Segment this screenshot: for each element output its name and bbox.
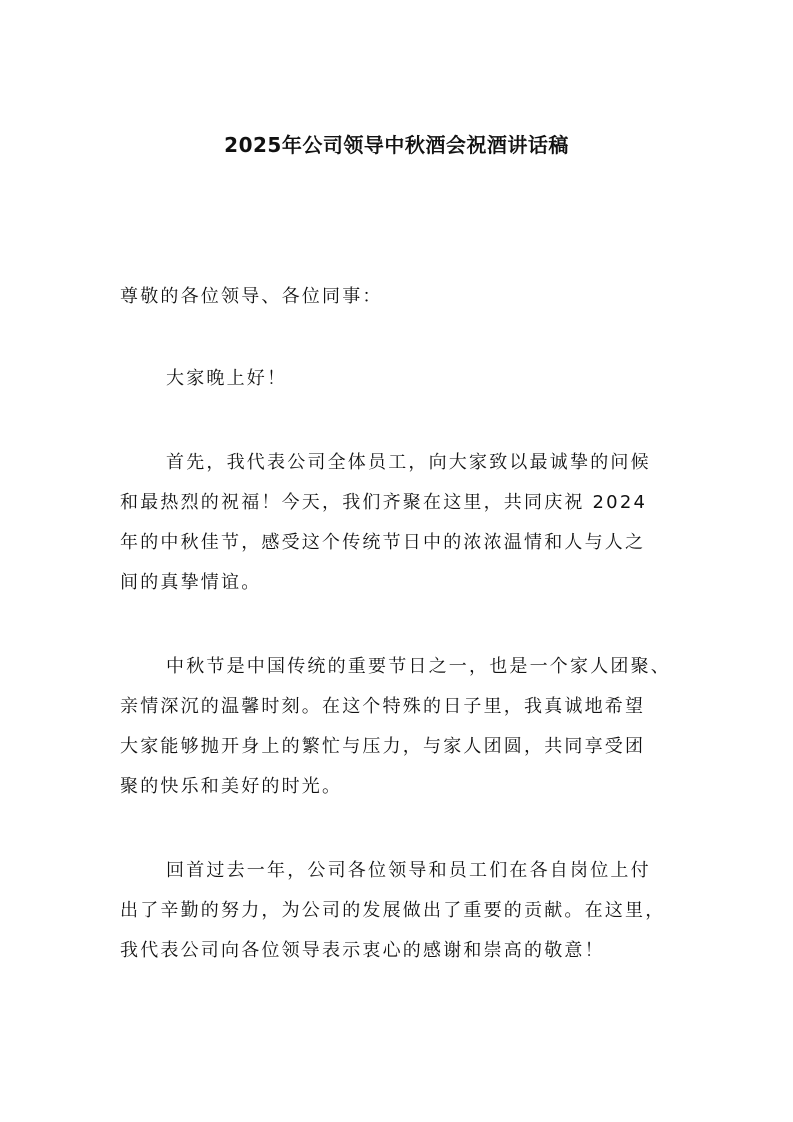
paragraph-line: 大家能够抛开身上的繁忙与压力，与家人团圆，共同享受团	[120, 736, 646, 757]
greeting: 大家晚上好！	[166, 368, 288, 389]
paragraph-line: 年的中秋佳节，感受这个传统节日中的浓浓温情和人与人之	[120, 532, 646, 553]
paragraph-line: 亲情深沉的温馨时刻。在这个特殊的日子里，我真诚地希望	[120, 696, 646, 717]
paragraph-line: 我代表公司向各位领导表示衷心的感谢和崇高的敬意！	[120, 940, 605, 961]
paragraph-line: 出了辛勤的努力，为公司的发展做出了重要的贡献。在这里，	[120, 900, 666, 921]
paragraph-line: 中秋节是中国传统的重要节日之一，也是一个家人团聚、	[166, 656, 671, 677]
document-title: 2025年公司领导中秋酒会祝酒讲话稿	[224, 133, 569, 157]
paragraph-line: 聚的快乐和美好的时光。	[120, 776, 343, 797]
paragraph-line: 回首过去一年，公司各位领导和员工们在各自岗位上付	[166, 860, 651, 881]
paragraph-line: 首先，我代表公司全体员工，向大家致以最诚挚的问候	[166, 452, 651, 473]
paragraph-line: 和最热烈的祝福！今天，我们齐聚在这里，共同庆祝 2024	[120, 492, 648, 513]
salutation: 尊敬的各位领导、各位同事：	[120, 286, 383, 307]
paragraph-line: 间的真挚情谊。	[120, 572, 262, 593]
